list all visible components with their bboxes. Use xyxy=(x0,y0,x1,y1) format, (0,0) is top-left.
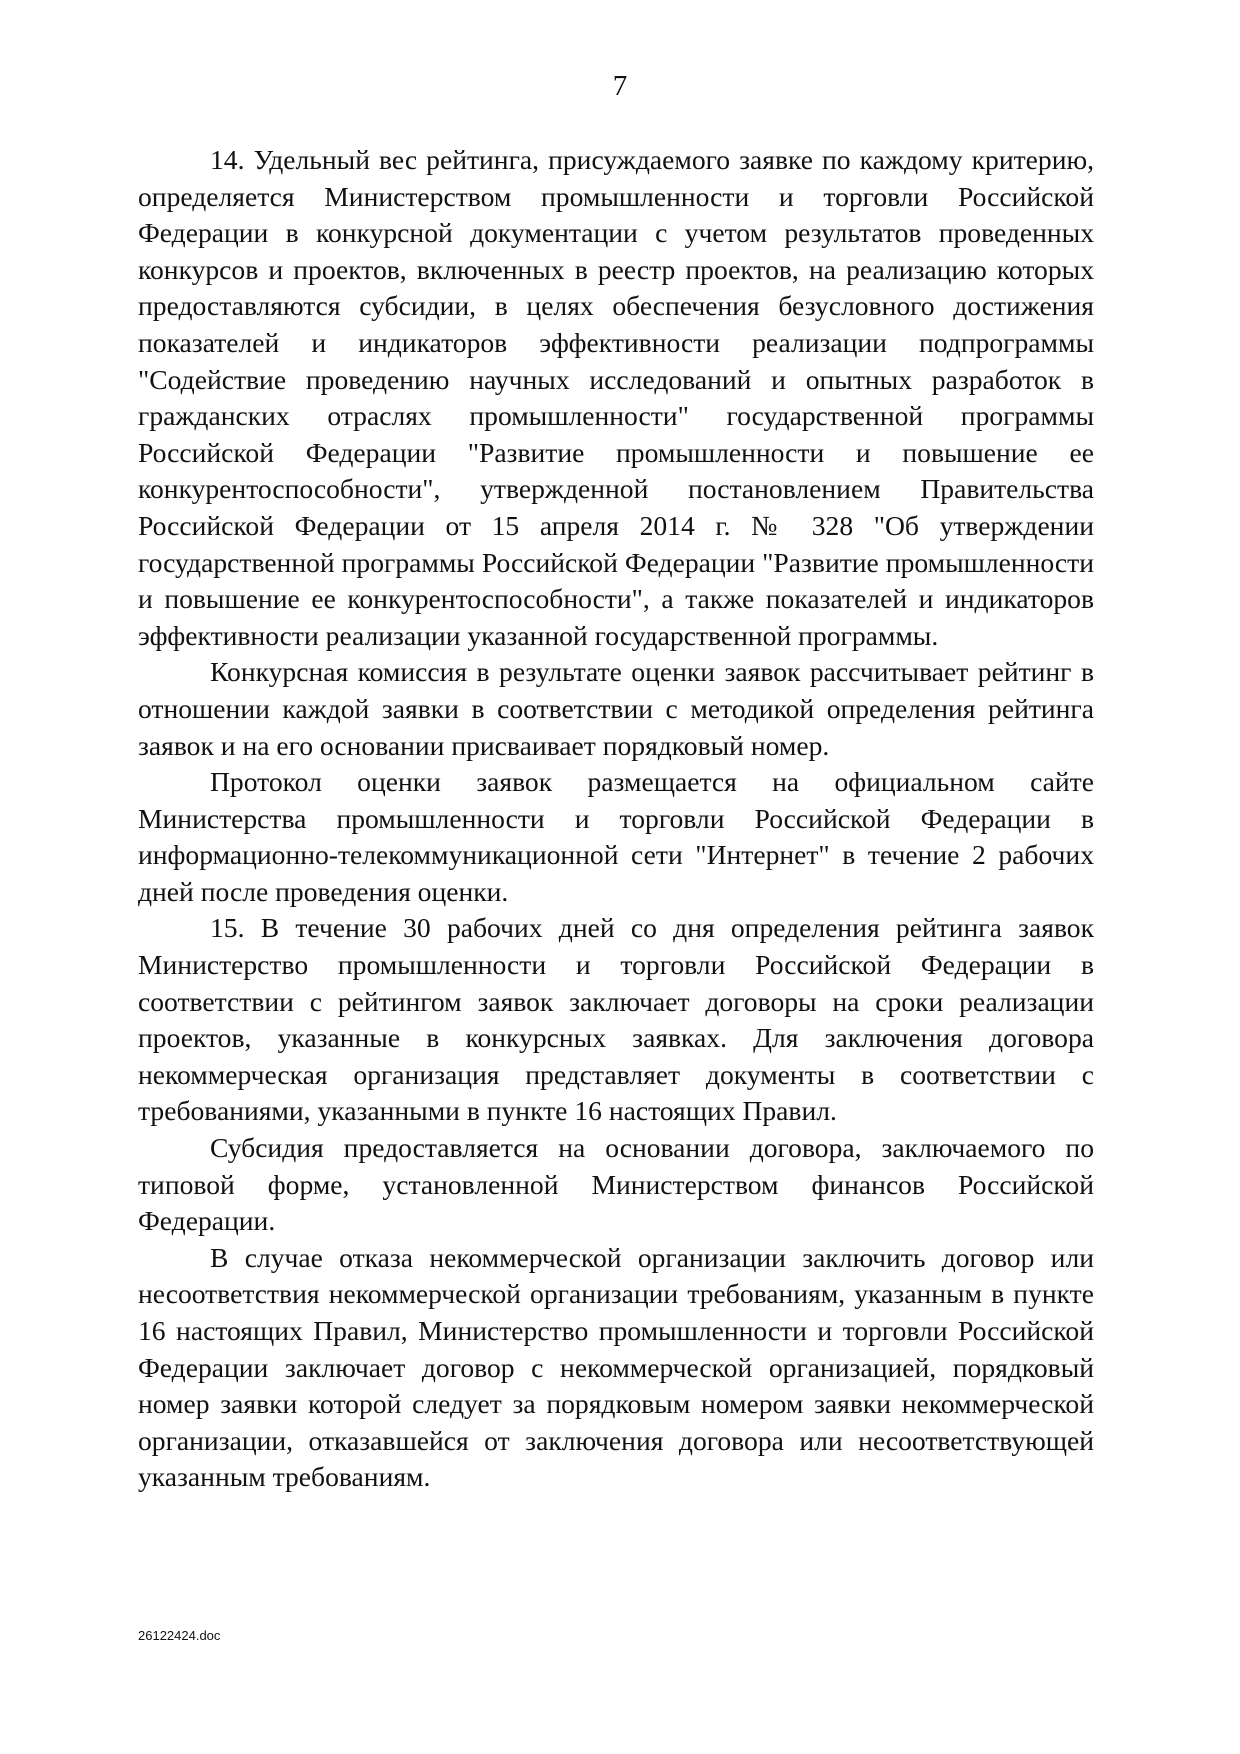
paragraph-14-rating-weight: 14. Удельный вес рейтинга, присуждаемого заявке по каждому критерию, определяется Министерством промышленности и торговли Российской Федерации в конкурсной документации с учетом результатов проведенных конкурсов и проектов, включенных в реестр проектов, на реализацию которых предоставляются субсидии, в целях обеспечения безусловного достижения показателей и индикаторов эффективности реализации подпрограммы "Содействие проведению научных исследований и опытных разработок в гражданских отраслях промышленности" государственной программы Российской Федерации "Развитие промышленности и повышение ее конкурентоспособности", утвержденной постановлением Правительства Российской Федерации от 15 апреля 2014 г. № 328 "Об утверждении государственной программы Российской Федерации "Развитие промышленности и повышение ее конкурентоспособности", а также показателей и индикаторов эффективности реализации указанной государственной программы. xyxy=(138,144,1094,651)
paragraph-15-contract-conclusion: 15. В течение 30 рабочих дней со дня определения рейтинга заявок Министерство промышленности и торговли Российской Федерации в соответствии с рейтингом заявок заключает договоры на сроки реализации проектов, указанные в конкурсных заявках. Для заключения договора некоммерческая организация представляет документы в соответствии с требованиями, указанными в пункте 16 настоящих Правил. xyxy=(138,912,1094,1127)
paragraph-protocol-publication: Протокол оценки заявок размещается на официальном сайте Министерства промышленности и торговли Российской Федерации в информационно-телекоммуникационной сети "Интернет" в течение 2 рабочих дней после проведения оценки. xyxy=(138,766,1094,907)
footer-filename: 26122424.doc xyxy=(138,1628,221,1643)
paragraph-subsidy-basis: Субсидия предоставляется на основании договора, заключаемого по типовой форме, установленной Министерством финансов Российской Федерации. xyxy=(138,1132,1094,1237)
document-body xyxy=(138,142,1094,1496)
paragraph-commission-rating: Конкурсная комиссия в результате оценки заявок рассчитывает рейтинг в отношении каждой заявки в соответствии с методикой определения рейтинга заявок и на его основании присваивает порядковый номер. xyxy=(138,656,1094,761)
paragraph-refusal-case: В случае отказа некоммерческой организации заключить договор или несоответствия некоммерческой организации требованиям, указанным в пункте 16 настоящих Правил, Министерство промышленности и торговли Российской Федерации заключает договор с некоммерческой организацией, порядковый номер заявки которой следует за порядковым номером заявки некоммерческой организации, отказавшейся от заключения договора или несоответствующей указанным требованиям. xyxy=(138,1241,1094,1493)
page-number: 7 xyxy=(612,70,628,102)
